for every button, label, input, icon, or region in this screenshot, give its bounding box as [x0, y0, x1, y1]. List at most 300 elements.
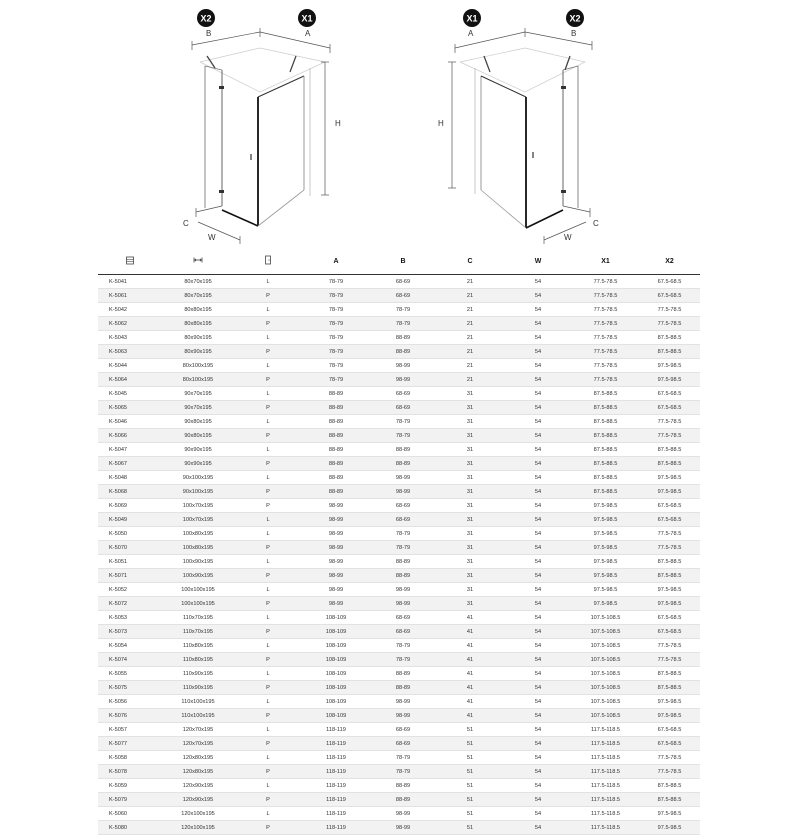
- dim-x2-cell: 87.5-88.5: [639, 667, 700, 681]
- dim-x1-cell: 107.5-108.5: [572, 639, 639, 653]
- table-row: [98, 289, 700, 303]
- product-code-cell: K-5046: [98, 415, 162, 429]
- table-row: [98, 303, 700, 317]
- dim-c-cell: 41: [436, 681, 504, 695]
- door-side-cell: L: [234, 359, 302, 373]
- dimension-c-line: [196, 206, 222, 217]
- product-code-cell: K-5063: [98, 345, 162, 359]
- dim-a-cell: 108-109: [302, 625, 370, 639]
- dimension-h-line: [448, 62, 456, 188]
- size-cell: 80x80x195: [162, 317, 234, 331]
- dim-w-cell: 54: [504, 471, 572, 485]
- dim-c-cell: 51: [436, 723, 504, 737]
- product-code-cell: K-5080: [98, 821, 162, 835]
- dim-a-cell: 118-119: [302, 807, 370, 821]
- table-row: [98, 317, 700, 331]
- dim-c-cell: 41: [436, 639, 504, 653]
- door-side-cell: L: [234, 513, 302, 527]
- door-side-cell: P: [234, 569, 302, 583]
- door-side-cell: L: [234, 667, 302, 681]
- door-side-cell: P: [234, 345, 302, 359]
- product-code-cell: K-5047: [98, 443, 162, 457]
- dim-c-cell: 31: [436, 415, 504, 429]
- dim-a-cell: 108-109: [302, 653, 370, 667]
- dim-x2-cell: 67.5-68.5: [639, 723, 700, 737]
- dim-c-cell: 31: [436, 555, 504, 569]
- size-cell: 90x70x195: [162, 387, 234, 401]
- stack-icon: [125, 256, 135, 265]
- x2-badge: [566, 9, 584, 27]
- dim-x1-cell: 107.5-108.5: [572, 681, 639, 695]
- dim-b-cell: 78-79: [370, 527, 436, 541]
- product-code-cell: K-5062: [98, 317, 162, 331]
- dim-x1-cell: 107.5-108.5: [572, 667, 639, 681]
- door-side-cell: L: [234, 555, 302, 569]
- dim-x1-cell: 97.5-98.5: [572, 527, 639, 541]
- door-side-cell: L: [234, 611, 302, 625]
- dim-x2-cell: 77.5-78.5: [639, 751, 700, 765]
- svg-text:X2: X2: [569, 13, 581, 24]
- dim-x1-cell: 87.5-88.5: [572, 443, 639, 457]
- size-cell: 110x80x195: [162, 639, 234, 653]
- dim-a-cell: 108-109: [302, 695, 370, 709]
- dim-w-cell: 54: [504, 373, 572, 387]
- dim-c-cell: 51: [436, 751, 504, 765]
- size-cell: 100x80x195: [162, 527, 234, 541]
- dim-a-cell: 88-89: [302, 471, 370, 485]
- dimension-c-line: [563, 206, 590, 217]
- dim-x1-cell: 117.5-118.5: [572, 779, 639, 793]
- dim-a-cell: 108-109: [302, 667, 370, 681]
- dim-b-cell: 98-99: [370, 583, 436, 597]
- dim-b-cell: 78-79: [370, 765, 436, 779]
- product-code-cell: K-5074: [98, 653, 162, 667]
- product-code-cell: K-5075: [98, 681, 162, 695]
- dim-x1-cell: 77.5-78.5: [572, 303, 639, 317]
- dim-w-cell: 54: [504, 765, 572, 779]
- dim-c-cell: 51: [436, 765, 504, 779]
- dim-w-cell: 54: [504, 359, 572, 373]
- dim-a-cell: 78-79: [302, 331, 370, 345]
- size-cell: 120x80x195: [162, 751, 234, 765]
- dimension-w-line: [198, 222, 240, 244]
- table-row: [98, 779, 700, 793]
- size-cell: 90x100x195: [162, 471, 234, 485]
- dim-x2-cell: 97.5-98.5: [639, 583, 700, 597]
- dim-x1-cell: 97.5-98.5: [572, 499, 639, 513]
- table-body: [98, 275, 700, 835]
- table-row: [98, 443, 700, 457]
- dimension-w-label: W: [208, 233, 216, 242]
- door-side-cell: L: [234, 639, 302, 653]
- dimension-h-label: H: [438, 119, 444, 128]
- dim-a-cell: 98-99: [302, 555, 370, 569]
- dimension-b-label: B: [571, 29, 577, 38]
- dim-a-cell: 118-119: [302, 779, 370, 793]
- dim-w-cell: 54: [504, 569, 572, 583]
- product-code-cell: K-5045: [98, 387, 162, 401]
- dim-a-cell: 98-99: [302, 583, 370, 597]
- dim-c-cell: 31: [436, 541, 504, 555]
- dim-b-cell: 68-69: [370, 499, 436, 513]
- dim-b-cell: 78-79: [370, 751, 436, 765]
- product-code-cell: K-5049: [98, 513, 162, 527]
- dim-c-cell: 21: [436, 289, 504, 303]
- dim-c-cell: 21: [436, 373, 504, 387]
- dim-w-cell: 54: [504, 303, 572, 317]
- table-row: [98, 527, 700, 541]
- door-side-cell: L: [234, 779, 302, 793]
- dim-b-cell: 88-89: [370, 555, 436, 569]
- dim-x1-cell: 87.5-88.5: [572, 387, 639, 401]
- dim-w-cell: 54: [504, 387, 572, 401]
- dim-a-cell: 98-99: [302, 513, 370, 527]
- dim-x2-cell: 77.5-78.5: [639, 415, 700, 429]
- dim-x1-cell: 87.5-88.5: [572, 429, 639, 443]
- dim-b-cell: 98-99: [370, 597, 436, 611]
- table-header-row: [98, 248, 700, 275]
- door-side-cell: P: [234, 709, 302, 723]
- dim-x2-cell: 97.5-98.5: [639, 373, 700, 387]
- dim-a-cell: 78-79: [302, 289, 370, 303]
- size-cell: 110x80x195: [162, 653, 234, 667]
- dim-x2-cell: 67.5-68.5: [639, 401, 700, 415]
- dim-x2-cell: 87.5-88.5: [639, 443, 700, 457]
- dim-x1-cell: 117.5-118.5: [572, 793, 639, 807]
- table-row: [98, 821, 700, 835]
- dim-x2-cell: 97.5-98.5: [639, 709, 700, 723]
- dim-b-cell: 98-99: [370, 471, 436, 485]
- dim-a-cell: 78-79: [302, 275, 370, 289]
- dimension-a-label: A: [468, 29, 474, 38]
- dim-x1-cell: 77.5-78.5: [572, 359, 639, 373]
- door-side-cell: P: [234, 765, 302, 779]
- table-row: [98, 737, 700, 751]
- dim-x2-cell: 97.5-98.5: [639, 695, 700, 709]
- x1-badge: [463, 9, 481, 27]
- dim-x1-cell: 97.5-98.5: [572, 569, 639, 583]
- size-cell: 80x100x195: [162, 359, 234, 373]
- dim-x2-cell: 87.5-88.5: [639, 793, 700, 807]
- table-row: [98, 275, 700, 289]
- dim-c-cell: 31: [436, 527, 504, 541]
- dim-x2-cell: 87.5-88.5: [639, 457, 700, 471]
- dim-b-cell: 68-69: [370, 625, 436, 639]
- dim-x1-cell: 117.5-118.5: [572, 807, 639, 821]
- dim-c-cell: 51: [436, 807, 504, 821]
- dim-c-cell: 41: [436, 625, 504, 639]
- dim-x1-cell: 77.5-78.5: [572, 275, 639, 289]
- dim-w-cell: 54: [504, 317, 572, 331]
- door-side-cell: P: [234, 793, 302, 807]
- product-code-cell: K-5068: [98, 485, 162, 499]
- dim-c-cell: 51: [436, 821, 504, 835]
- door-side-cell: L: [234, 807, 302, 821]
- dim-x1-cell: 97.5-98.5: [572, 513, 639, 527]
- size-cell: 120x90x195: [162, 793, 234, 807]
- size-cell: 110x70x195: [162, 625, 234, 639]
- dim-c-cell: 31: [436, 569, 504, 583]
- dim-c-cell: 41: [436, 695, 504, 709]
- dimension-b-line: [525, 32, 592, 50]
- product-code-cell: K-5043: [98, 331, 162, 345]
- dim-x2-cell: 67.5-68.5: [639, 625, 700, 639]
- dim-c-cell: 21: [436, 275, 504, 289]
- size-cell: 120x70x195: [162, 723, 234, 737]
- dim-b-cell: 88-89: [370, 443, 436, 457]
- dim-b-cell: 88-89: [370, 569, 436, 583]
- dim-w-cell: 54: [504, 807, 572, 821]
- dim-x1-cell: 77.5-78.5: [572, 345, 639, 359]
- dim-b-cell: 88-89: [370, 331, 436, 345]
- dim-a-cell: 88-89: [302, 401, 370, 415]
- size-cell: 100x100x195: [162, 583, 234, 597]
- product-code-cell: K-5042: [98, 303, 162, 317]
- table-row: [98, 695, 700, 709]
- dim-w-cell: 54: [504, 415, 572, 429]
- table-row: [98, 373, 700, 387]
- table-row: [98, 569, 700, 583]
- dim-w-cell: 54: [504, 331, 572, 345]
- dim-a-cell: 88-89: [302, 457, 370, 471]
- dim-a-cell: 118-119: [302, 723, 370, 737]
- dim-c-cell: 31: [436, 485, 504, 499]
- dim-a-cell: 98-99: [302, 527, 370, 541]
- table-row: [98, 415, 700, 429]
- door-side-cell: L: [234, 275, 302, 289]
- dim-x1-cell: 87.5-88.5: [572, 401, 639, 415]
- dim-x2-cell: 97.5-98.5: [639, 597, 700, 611]
- dim-x1-cell: 117.5-118.5: [572, 751, 639, 765]
- dim-x2-cell: 97.5-98.5: [639, 471, 700, 485]
- size-cell: 90x100x195: [162, 485, 234, 499]
- size-cell: 100x90x195: [162, 555, 234, 569]
- dim-x1-cell: 117.5-118.5: [572, 821, 639, 835]
- product-code-cell: K-5076: [98, 709, 162, 723]
- table-row: [98, 807, 700, 821]
- dim-b-cell: 98-99: [370, 709, 436, 723]
- door-side-cell: L: [234, 387, 302, 401]
- dim-a-cell: 88-89: [302, 387, 370, 401]
- dim-a-cell: 118-119: [302, 793, 370, 807]
- dim-b-cell: 68-69: [370, 611, 436, 625]
- dim-b-cell: 68-69: [370, 387, 436, 401]
- right-glass-panels: [475, 66, 578, 228]
- product-code-cell: K-5058: [98, 751, 162, 765]
- size-cell: 90x90x195: [162, 457, 234, 471]
- door-icon: [264, 255, 272, 265]
- dim-c-cell: 21: [436, 359, 504, 373]
- dim-x2-cell: 87.5-88.5: [639, 331, 700, 345]
- dim-x1-cell: 77.5-78.5: [572, 289, 639, 303]
- dim-c-cell: 31: [436, 429, 504, 443]
- size-cell: 100x100x195: [162, 597, 234, 611]
- table-row: [98, 359, 700, 373]
- product-code-cell: K-5054: [98, 639, 162, 653]
- door-side-cell: L: [234, 723, 302, 737]
- product-code-cell: K-5077: [98, 737, 162, 751]
- table-row: [98, 429, 700, 443]
- width-arrows-icon: [193, 256, 203, 264]
- left-glass-panels: [205, 66, 310, 226]
- header-b: B: [370, 248, 436, 275]
- dim-a-cell: 108-109: [302, 709, 370, 723]
- door-side-cell: L: [234, 695, 302, 709]
- dim-w-cell: 54: [504, 443, 572, 457]
- right-enclosure-diagram: [438, 9, 599, 244]
- dim-b-cell: 88-89: [370, 779, 436, 793]
- header-x1: X1: [572, 248, 639, 275]
- size-cell: 80x100x195: [162, 373, 234, 387]
- dim-x1-cell: 77.5-78.5: [572, 331, 639, 345]
- dim-c-cell: 21: [436, 331, 504, 345]
- header-x2: X2: [639, 248, 700, 275]
- dim-x2-cell: 67.5-68.5: [639, 289, 700, 303]
- dim-a-cell: 78-79: [302, 317, 370, 331]
- dim-b-cell: 88-89: [370, 667, 436, 681]
- dim-x2-cell: 67.5-68.5: [639, 499, 700, 513]
- dim-b-cell: 68-69: [370, 723, 436, 737]
- door-side-cell: L: [234, 415, 302, 429]
- dim-c-cell: 51: [436, 737, 504, 751]
- dim-c-cell: 41: [436, 611, 504, 625]
- dim-w-cell: 54: [504, 499, 572, 513]
- dim-w-cell: 54: [504, 611, 572, 625]
- dim-x2-cell: 77.5-78.5: [639, 303, 700, 317]
- table-row: [98, 541, 700, 555]
- dim-x1-cell: 107.5-108.5: [572, 709, 639, 723]
- door-side-cell: L: [234, 751, 302, 765]
- product-code-cell: K-5048: [98, 471, 162, 485]
- table-row: [98, 387, 700, 401]
- dim-b-cell: 78-79: [370, 653, 436, 667]
- dim-b-cell: 78-79: [370, 639, 436, 653]
- dim-b-cell: 78-79: [370, 303, 436, 317]
- size-cell: 110x100x195: [162, 695, 234, 709]
- dim-b-cell: 68-69: [370, 401, 436, 415]
- table-row: [98, 611, 700, 625]
- dim-x2-cell: 67.5-68.5: [639, 737, 700, 751]
- table-row: [98, 751, 700, 765]
- size-cell: 120x70x195: [162, 737, 234, 751]
- dim-x2-cell: 87.5-88.5: [639, 345, 700, 359]
- dim-b-cell: 68-69: [370, 737, 436, 751]
- dim-w-cell: 54: [504, 429, 572, 443]
- dim-x1-cell: 87.5-88.5: [572, 485, 639, 499]
- dimension-b-line: [192, 28, 260, 50]
- dim-x1-cell: 87.5-88.5: [572, 457, 639, 471]
- table-row: [98, 331, 700, 345]
- dim-a-cell: 108-109: [302, 611, 370, 625]
- svg-text:X1: X1: [301, 13, 313, 24]
- door-side-cell: P: [234, 289, 302, 303]
- dim-w-cell: 54: [504, 401, 572, 415]
- table-row: [98, 625, 700, 639]
- size-cell: 90x80x195: [162, 415, 234, 429]
- x2-badge: [197, 9, 215, 27]
- dim-x1-cell: 97.5-98.5: [572, 555, 639, 569]
- door-side-cell: P: [234, 457, 302, 471]
- dim-b-cell: 88-89: [370, 345, 436, 359]
- dim-b-cell: 98-99: [370, 485, 436, 499]
- table-row: [98, 709, 700, 723]
- dim-c-cell: 31: [436, 457, 504, 471]
- dim-c-cell: 31: [436, 401, 504, 415]
- dim-x1-cell: 87.5-88.5: [572, 471, 639, 485]
- product-code-cell: K-5057: [98, 723, 162, 737]
- dim-b-cell: 78-79: [370, 415, 436, 429]
- size-cell: 100x80x195: [162, 541, 234, 555]
- table-row: [98, 681, 700, 695]
- dim-b-cell: 68-69: [370, 289, 436, 303]
- specifications-table: [98, 248, 700, 835]
- dim-w-cell: 54: [504, 275, 572, 289]
- dim-b-cell: 78-79: [370, 317, 436, 331]
- product-code-cell: K-5067: [98, 457, 162, 471]
- dim-x1-cell: 107.5-108.5: [572, 653, 639, 667]
- dim-x2-cell: 77.5-78.5: [639, 541, 700, 555]
- dim-a-cell: 78-79: [302, 373, 370, 387]
- product-code-cell: K-5053: [98, 611, 162, 625]
- door-side-cell: P: [234, 485, 302, 499]
- door-side-cell: L: [234, 527, 302, 541]
- dim-c-cell: 21: [436, 303, 504, 317]
- dim-w-cell: 54: [504, 583, 572, 597]
- table-row: [98, 597, 700, 611]
- size-cell: 110x90x195: [162, 667, 234, 681]
- dim-w-cell: 54: [504, 541, 572, 555]
- dimension-b-label: B: [206, 29, 212, 38]
- dim-x2-cell: 97.5-98.5: [639, 821, 700, 835]
- dim-c-cell: 51: [436, 779, 504, 793]
- dim-b-cell: 88-89: [370, 793, 436, 807]
- size-cell: 110x100x195: [162, 709, 234, 723]
- product-code-cell: K-5050: [98, 527, 162, 541]
- product-code-cell: K-5071: [98, 569, 162, 583]
- product-code-cell: K-5061: [98, 289, 162, 303]
- door-side-cell: P: [234, 653, 302, 667]
- table-row: [98, 653, 700, 667]
- dim-a-cell: 98-99: [302, 597, 370, 611]
- dim-x1-cell: 117.5-118.5: [572, 723, 639, 737]
- dimension-h-line: [321, 62, 329, 195]
- dim-a-cell: 118-119: [302, 821, 370, 835]
- door-side-cell: P: [234, 373, 302, 387]
- dim-c-cell: 51: [436, 793, 504, 807]
- dim-w-cell: 54: [504, 751, 572, 765]
- dim-x2-cell: 67.5-68.5: [639, 275, 700, 289]
- dim-c-cell: 31: [436, 513, 504, 527]
- dim-c-cell: 31: [436, 597, 504, 611]
- dim-w-cell: 54: [504, 681, 572, 695]
- dim-c-cell: 31: [436, 387, 504, 401]
- header-a: A: [302, 248, 370, 275]
- header-w: W: [504, 248, 572, 275]
- product-code-cell: K-5066: [98, 429, 162, 443]
- product-code-cell: K-5070: [98, 541, 162, 555]
- dim-x2-cell: 97.5-98.5: [639, 359, 700, 373]
- dim-w-cell: 54: [504, 793, 572, 807]
- door-side-cell: L: [234, 583, 302, 597]
- dim-x2-cell: 77.5-78.5: [639, 765, 700, 779]
- dimension-w-label: W: [564, 233, 572, 242]
- table-row: [98, 667, 700, 681]
- dim-w-cell: 54: [504, 779, 572, 793]
- dim-x2-cell: 87.5-88.5: [639, 779, 700, 793]
- dim-a-cell: 118-119: [302, 765, 370, 779]
- dim-x1-cell: 97.5-98.5: [572, 597, 639, 611]
- dim-a-cell: 78-79: [302, 345, 370, 359]
